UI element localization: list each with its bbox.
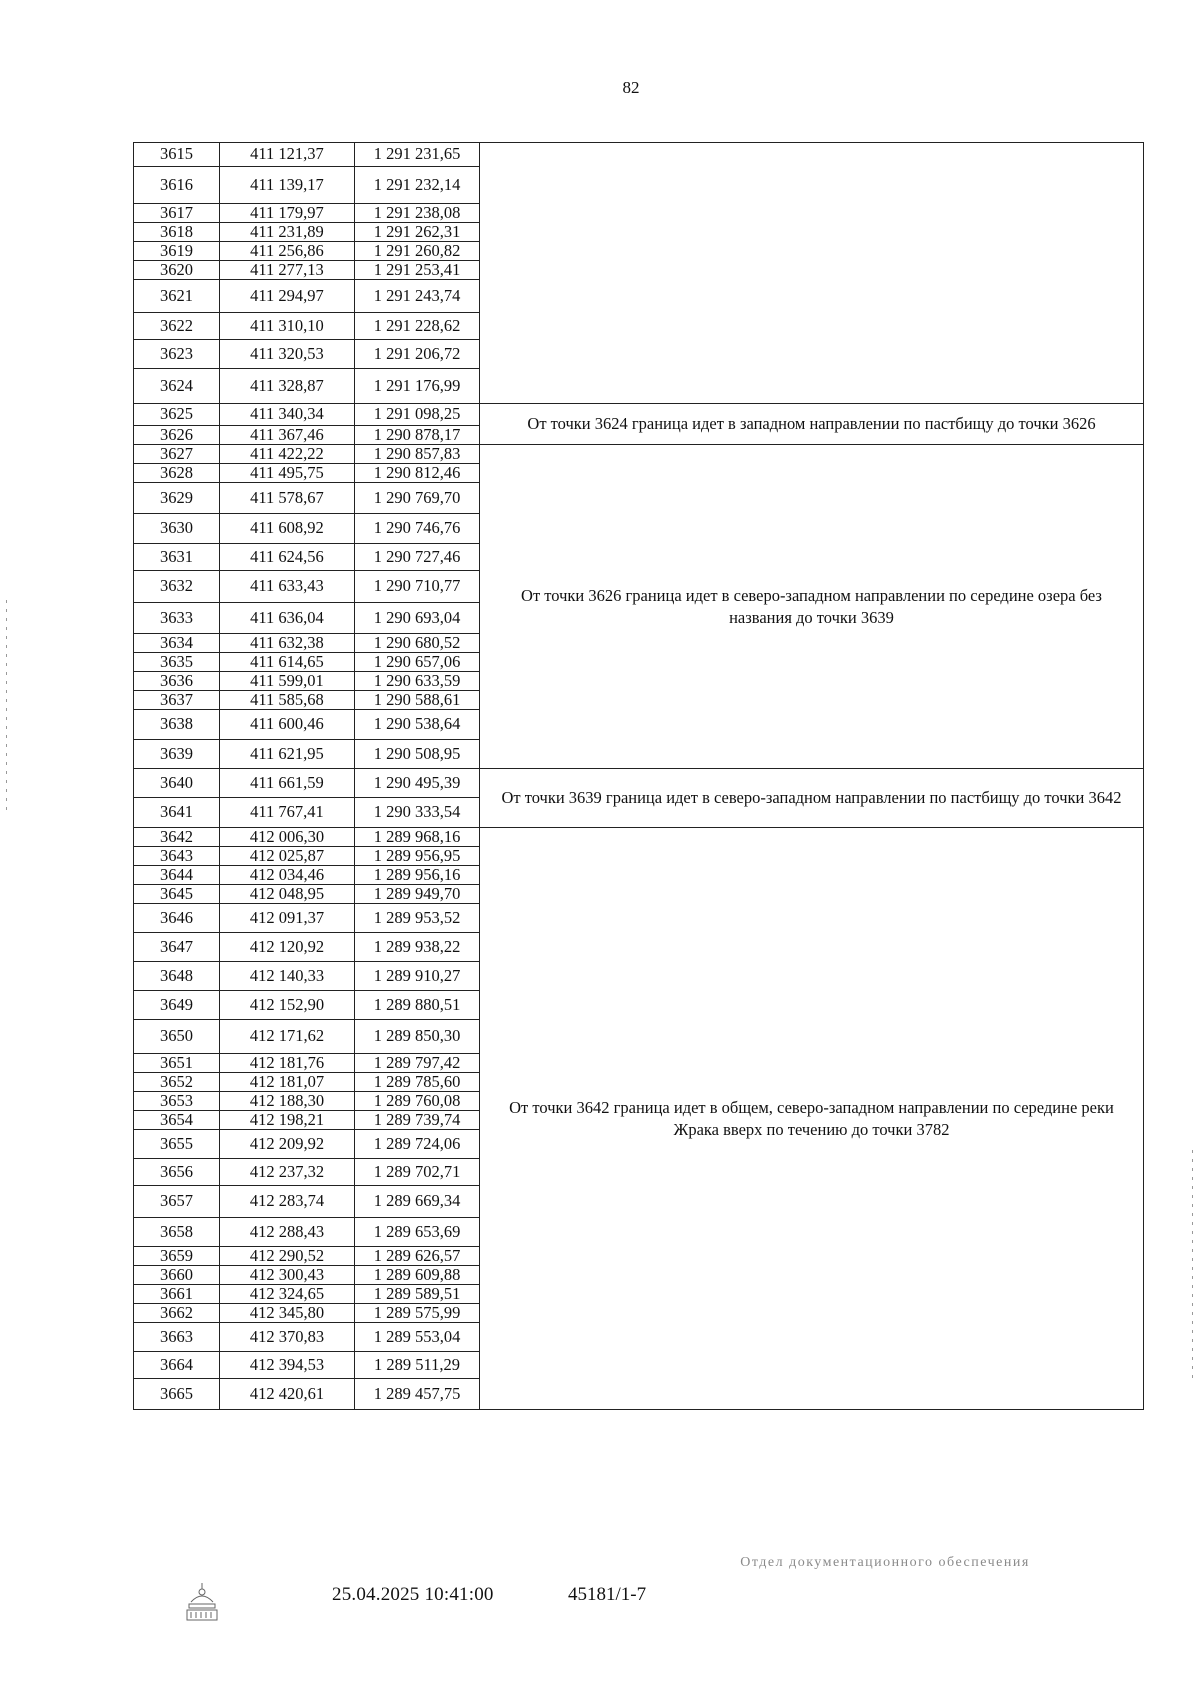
coordinate-x: 411 600,46 [220,710,355,740]
point-number: 3622 [134,313,220,340]
coordinate-x: 412 345,80 [220,1304,355,1323]
point-number: 3623 [134,340,220,369]
coordinate-y: 1 291 098,25 [355,404,480,426]
coordinate-y: 1 290 495,39 [355,769,480,798]
point-number: 3654 [134,1111,220,1130]
coordinate-x: 411 231,89 [220,223,355,242]
coordinate-x: 412 394,53 [220,1352,355,1379]
coordinate-x: 411 585,68 [220,691,355,710]
coordinate-x: 412 370,83 [220,1323,355,1352]
coordinate-x: 412 120,92 [220,933,355,962]
coordinate-x: 411 256,86 [220,242,355,261]
point-number: 3627 [134,445,220,464]
coordinate-x: 412 188,30 [220,1092,355,1111]
point-number: 3626 [134,426,220,445]
coordinate-x: 411 578,67 [220,483,355,514]
point-number: 3661 [134,1285,220,1304]
coordinate-x: 411 277,13 [220,261,355,280]
table-row [134,445,1144,464]
table-row [134,404,1144,426]
coordinate-x: 412 181,76 [220,1054,355,1073]
coordinate-x: 411 422,22 [220,445,355,464]
coordinate-y: 1 291 253,41 [355,261,480,280]
coordinate-y: 1 289 850,30 [355,1020,480,1054]
point-number: 3630 [134,514,220,544]
footer-datetime: 25.04.2025 10:41:00 [332,1584,494,1605]
point-number: 3640 [134,769,220,798]
coordinate-x: 411 599,01 [220,672,355,691]
point-number: 3658 [134,1218,220,1247]
coordinate-x: 411 340,34 [220,404,355,426]
coordinate-x: 411 294,97 [220,280,355,313]
coordinate-y: 1 289 968,16 [355,828,480,847]
point-number: 3621 [134,280,220,313]
coordinate-x: 411 614,65 [220,653,355,672]
coordinate-y: 1 290 633,59 [355,672,480,691]
coordinate-y: 1 289 626,57 [355,1247,480,1266]
point-number: 3653 [134,1092,220,1111]
coordinate-y: 1 290 657,06 [355,653,480,672]
coordinate-y: 1 289 760,08 [355,1092,480,1111]
point-number: 3662 [134,1304,220,1323]
point-number: 3663 [134,1323,220,1352]
coordinate-y: 1 290 746,76 [355,514,480,544]
point-number: 3639 [134,740,220,769]
coordinate-y: 1 291 260,82 [355,242,480,261]
point-number: 3634 [134,634,220,653]
coordinate-x: 412 324,65 [220,1285,355,1304]
coordinate-y: 1 289 739,74 [355,1111,480,1130]
point-number: 3656 [134,1159,220,1186]
point-number: 3657 [134,1186,220,1218]
coordinate-y: 1 290 727,46 [355,544,480,571]
point-number: 3649 [134,991,220,1020]
boundary-description [480,143,1144,404]
coordinate-y: 1 291 232,14 [355,167,480,204]
coordinate-y: 1 290 693,04 [355,603,480,634]
point-number: 3644 [134,866,220,885]
table-row [134,769,1144,798]
coordinate-y: 1 289 724,06 [355,1130,480,1159]
coordinate-x: 412 181,07 [220,1073,355,1092]
coordinate-y: 1 289 653,69 [355,1218,480,1247]
coordinate-y: 1 291 176,99 [355,369,480,404]
coordinate-x: 412 283,74 [220,1186,355,1218]
boundary-description: От точки 3639 граница идет в северо-западном направлении по пастбищу до точки 3642 [480,769,1144,828]
coordinate-x: 412 237,32 [220,1159,355,1186]
coordinate-x: 411 121,37 [220,143,355,167]
coordinate-y: 1 291 243,74 [355,280,480,313]
coordinate-x: 411 636,04 [220,603,355,634]
coordinate-y: 1 289 609,88 [355,1266,480,1285]
footer-document-code: 45181/1-7 [568,1584,647,1605]
coordinate-y: 1 289 589,51 [355,1285,480,1304]
coordinate-y: 1 291 231,65 [355,143,480,167]
coordinate-y: 1 290 508,95 [355,740,480,769]
point-number: 3620 [134,261,220,280]
coordinate-x: 411 367,46 [220,426,355,445]
point-number: 3647 [134,933,220,962]
coordinate-x: 412 048,95 [220,885,355,904]
point-number: 3632 [134,571,220,603]
coordinate-y: 1 289 797,42 [355,1054,480,1073]
point-number: 3617 [134,204,220,223]
coordinate-y: 1 289 511,29 [355,1352,480,1379]
coordinate-y: 1 290 680,52 [355,634,480,653]
point-number: 3635 [134,653,220,672]
coordinate-y: 1 290 857,83 [355,445,480,464]
coordinate-x: 411 661,59 [220,769,355,798]
coordinate-x: 412 290,52 [220,1247,355,1266]
page-number: 82 [622,78,640,97]
scan-edge-mark [6,600,7,810]
boundary-description: От точки 3624 граница идет в западном направлении по пастбищу до точки 3626 [480,404,1144,445]
coordinate-x: 412 198,21 [220,1111,355,1130]
coordinate-y: 1 291 228,62 [355,313,480,340]
coordinate-x: 412 288,43 [220,1218,355,1247]
coordinate-x: 411 179,97 [220,204,355,223]
point-number: 3637 [134,691,220,710]
coordinate-y: 1 289 910,27 [355,962,480,991]
coordinate-x: 411 608,92 [220,514,355,544]
point-number: 3631 [134,544,220,571]
point-number: 3646 [134,904,220,933]
point-number: 3636 [134,672,220,691]
emblem-stamp-icon [181,1580,223,1624]
coordinate-x: 411 495,75 [220,464,355,483]
point-number: 3628 [134,464,220,483]
point-number: 3633 [134,603,220,634]
scan-edge-mark [1192,1150,1193,1380]
coordinate-x: 411 310,10 [220,313,355,340]
coordinate-y: 1 291 262,31 [355,223,480,242]
point-number: 3665 [134,1379,220,1410]
footer-department-watermark: Отдел документационного обеспечения [740,1555,1030,1570]
coordinates-table [133,142,1144,1410]
coordinate-x: 412 006,30 [220,828,355,847]
boundary-description: От точки 3642 граница идет в общем, северо-западном направлении по середине реки Жрака вверх по течению до точки 3782 [480,828,1144,1410]
point-number: 3652 [134,1073,220,1092]
point-number: 3651 [134,1054,220,1073]
coordinate-y: 1 289 949,70 [355,885,480,904]
coordinate-y: 1 291 238,08 [355,204,480,223]
point-number: 3664 [134,1352,220,1379]
point-number: 3660 [134,1266,220,1285]
point-number: 3625 [134,404,220,426]
point-number: 3645 [134,885,220,904]
coordinate-y: 1 289 953,52 [355,904,480,933]
coordinate-x: 411 621,95 [220,740,355,769]
table-row [134,143,1144,167]
coordinate-x: 412 420,61 [220,1379,355,1410]
point-number: 3642 [134,828,220,847]
coordinate-y: 1 290 878,17 [355,426,480,445]
point-number: 3629 [134,483,220,514]
point-number: 3615 [134,143,220,167]
coordinate-y: 1 290 769,70 [355,483,480,514]
coordinate-x: 411 632,38 [220,634,355,653]
point-number: 3638 [134,710,220,740]
point-number: 3650 [134,1020,220,1054]
coordinate-y: 1 290 812,46 [355,464,480,483]
coordinate-y: 1 289 457,75 [355,1379,480,1410]
coordinate-x: 411 139,17 [220,167,355,204]
point-number: 3624 [134,369,220,404]
coordinate-x: 411 767,41 [220,798,355,828]
coordinate-x: 412 171,62 [220,1020,355,1054]
coordinate-y: 1 289 880,51 [355,991,480,1020]
coordinate-x: 412 091,37 [220,904,355,933]
point-number: 3643 [134,847,220,866]
coordinate-y: 1 289 938,22 [355,933,480,962]
point-number: 3618 [134,223,220,242]
coordinate-y: 1 290 333,54 [355,798,480,828]
point-number: 3648 [134,962,220,991]
coordinate-x: 412 025,87 [220,847,355,866]
coordinate-y: 1 290 588,61 [355,691,480,710]
coordinate-x: 412 209,92 [220,1130,355,1159]
coordinate-y: 1 289 956,16 [355,866,480,885]
coordinate-y: 1 289 702,71 [355,1159,480,1186]
boundary-description: От точки 3626 граница идет в северо-западном направлении по середине озера без названия до точки 3639 [480,445,1144,769]
point-number: 3659 [134,1247,220,1266]
coordinate-x: 412 140,33 [220,962,355,991]
coordinate-y: 1 289 553,04 [355,1323,480,1352]
coordinate-y: 1 290 538,64 [355,710,480,740]
coordinate-x: 412 300,43 [220,1266,355,1285]
coordinate-y: 1 289 785,60 [355,1073,480,1092]
coordinate-x: 412 034,46 [220,866,355,885]
coordinate-y: 1 289 956,95 [355,847,480,866]
point-number: 3641 [134,798,220,828]
coordinate-y: 1 289 575,99 [355,1304,480,1323]
coordinate-y: 1 291 206,72 [355,340,480,369]
point-number: 3655 [134,1130,220,1159]
coordinate-x: 411 633,43 [220,571,355,603]
coordinate-x: 412 152,90 [220,991,355,1020]
coordinate-y: 1 290 710,77 [355,571,480,603]
coordinate-y: 1 289 669,34 [355,1186,480,1218]
point-number: 3616 [134,167,220,204]
coordinate-x: 411 320,53 [220,340,355,369]
coordinate-x: 411 624,56 [220,544,355,571]
coordinate-x: 411 328,87 [220,369,355,404]
point-number: 3619 [134,242,220,261]
table-row [134,828,1144,847]
